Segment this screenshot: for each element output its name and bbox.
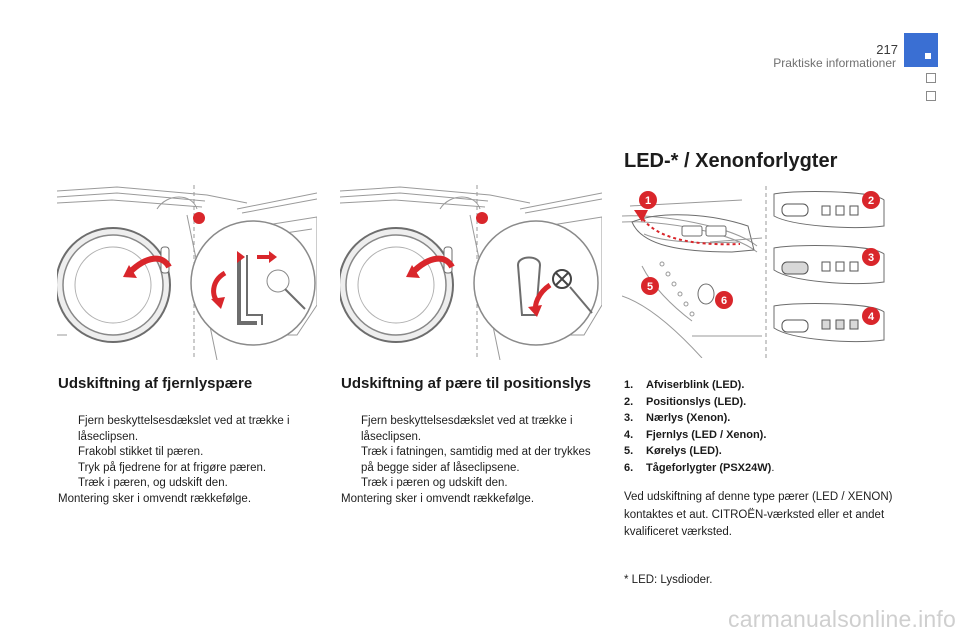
legend-item: 3. Nærlys (Xenon).: [624, 412, 731, 424]
step-item: Træk i pæren og udskift den.: [361, 477, 508, 489]
callout-label-5: 5: [646, 281, 654, 293]
main-title: LED-* / Xenonforlygter: [624, 150, 838, 172]
position-light-steps: [341, 414, 603, 492]
section-name: Praktiske informationer: [773, 56, 896, 70]
square-outline-icon: [926, 73, 936, 83]
reassembly-note: Montering sker i omvendt rækkefølge.: [58, 493, 252, 505]
square-outline-icon: [926, 91, 936, 101]
watermark: carmanualsonline.info: [728, 606, 956, 632]
workshop-note: Ved udskiftning af denne type pærer (LED / XENON) kontaktes et aut. CITROËN-værksted eller et andet kvalificeret værksted.: [624, 491, 893, 538]
page-number: 217: [876, 42, 898, 57]
headlamp-layout-illustration: [622, 186, 897, 358]
legend-item: 6. Tågeforlygter (PSX24W).: [624, 461, 775, 474]
step-item: Fjern beskyttelsesdækslet ved at trække i låseclipsen.: [78, 415, 290, 443]
step-item: Træk i pæren, og udskift den.: [78, 477, 228, 489]
legend-item: 5. Kørelys (LED).: [624, 445, 722, 457]
callout-label-2: 2: [867, 195, 875, 207]
reassembly-note: Montering sker i omvendt rækkefølge.: [341, 493, 535, 505]
callout-label-3: 3: [867, 252, 875, 264]
step-item: Fjern beskyttelsesdækslet ved at trække i låseclipsen.: [361, 415, 573, 443]
callout-label-1: 1: [644, 195, 652, 207]
step-item: Frakobl stikket til pæren.: [78, 446, 204, 458]
legend-item: 4. Fjernlys (LED / Xenon).: [624, 428, 767, 441]
high-beam-illustration: [57, 185, 317, 360]
lamp-legend: [624, 377, 774, 476]
callout-label-4: 4: [867, 311, 875, 323]
square-icon: [925, 53, 931, 59]
high-beam-steps: [58, 414, 320, 492]
position-light-illustration: [340, 185, 602, 360]
step-item: Træk i fatningen, samtidig med at der trykkes på begge sider af låseclipsene.: [361, 446, 591, 474]
step-item: Tryk på fjedrene for at frigøre pæren.: [78, 461, 267, 474]
led-footnote: * LED: Lysdioder.: [624, 574, 713, 586]
legend-item: 2. Positionslys (LED).: [624, 395, 747, 408]
position-light-heading: Udskiftning af pære til positionslys: [341, 375, 592, 392]
callout-label-6: 6: [720, 295, 728, 307]
chapter-tab: [904, 33, 938, 67]
legend-item: 1. Afviserblink (LED).: [624, 379, 745, 391]
high-beam-heading: Udskiftning af fjernlyspære: [58, 375, 253, 392]
